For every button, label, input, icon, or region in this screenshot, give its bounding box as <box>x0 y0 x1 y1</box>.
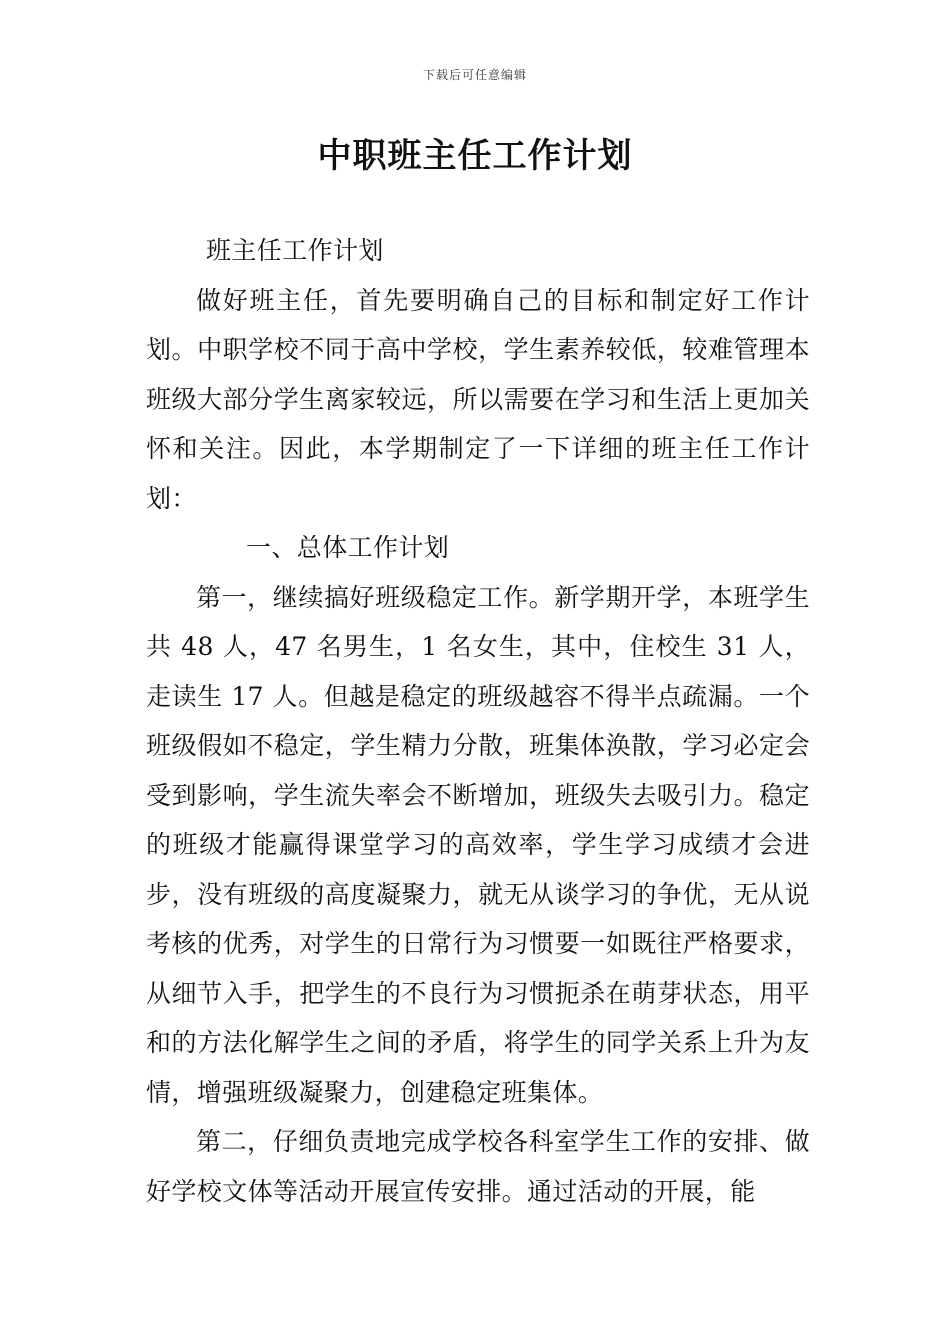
document-body <box>146 226 810 1216</box>
paragraph-second: 第二，仔细负责地完成学校各科室学生工作的安排、做好学校文体等活动开展宣传安排。通过活动的开展，能 <box>146 1127 810 1206</box>
section-heading: 一、总体工作计划 <box>246 533 450 562</box>
paragraph-first: 第一，继续搞好班级稳定工作。新学期开学，本班学生共 48 人，47 名男生，1 名女生，其中，住校生 31 人，走读生 17 人。但越是稳定的班级越容不得半点疏漏。一个班级假如不稳定，学生精力分散，班集体涣散，学习必定会受到影响，学生流失率会不断增加，班级失去吸引力。稳定的班级才能赢得课堂学习的高效率，学生学习成绩才会进步，没有班级的高度凝聚力，就无从谈学习的争优，无从说考核的优秀，对学生的日常行为习惯要一如既往严格要求，从细节入手，把学生的不良行为习惯扼杀在萌芽状态，用平和的方法化解学生之间的矛盾，将学生的同学关系上升为友情，增强班级凝聚力，创建稳定班集体。 <box>146 582 810 1107</box>
header-note: 下载后可任意编辑 <box>422 68 527 82</box>
intro-paragraph: 做好班主任，首先要明确自己的目标和制定好工作计划。中职学校不同于高中学校，学生素养较低，较难管理本班级大部分学生离家较远，所以需要在学习和生活上更加关怀和关注。因此，本学期制定了一下详细的班主任工作计划： <box>146 285 810 513</box>
document-title: 中职班主任工作计划 <box>317 136 633 176</box>
subtitle: 班主任工作计划 <box>206 236 384 265</box>
